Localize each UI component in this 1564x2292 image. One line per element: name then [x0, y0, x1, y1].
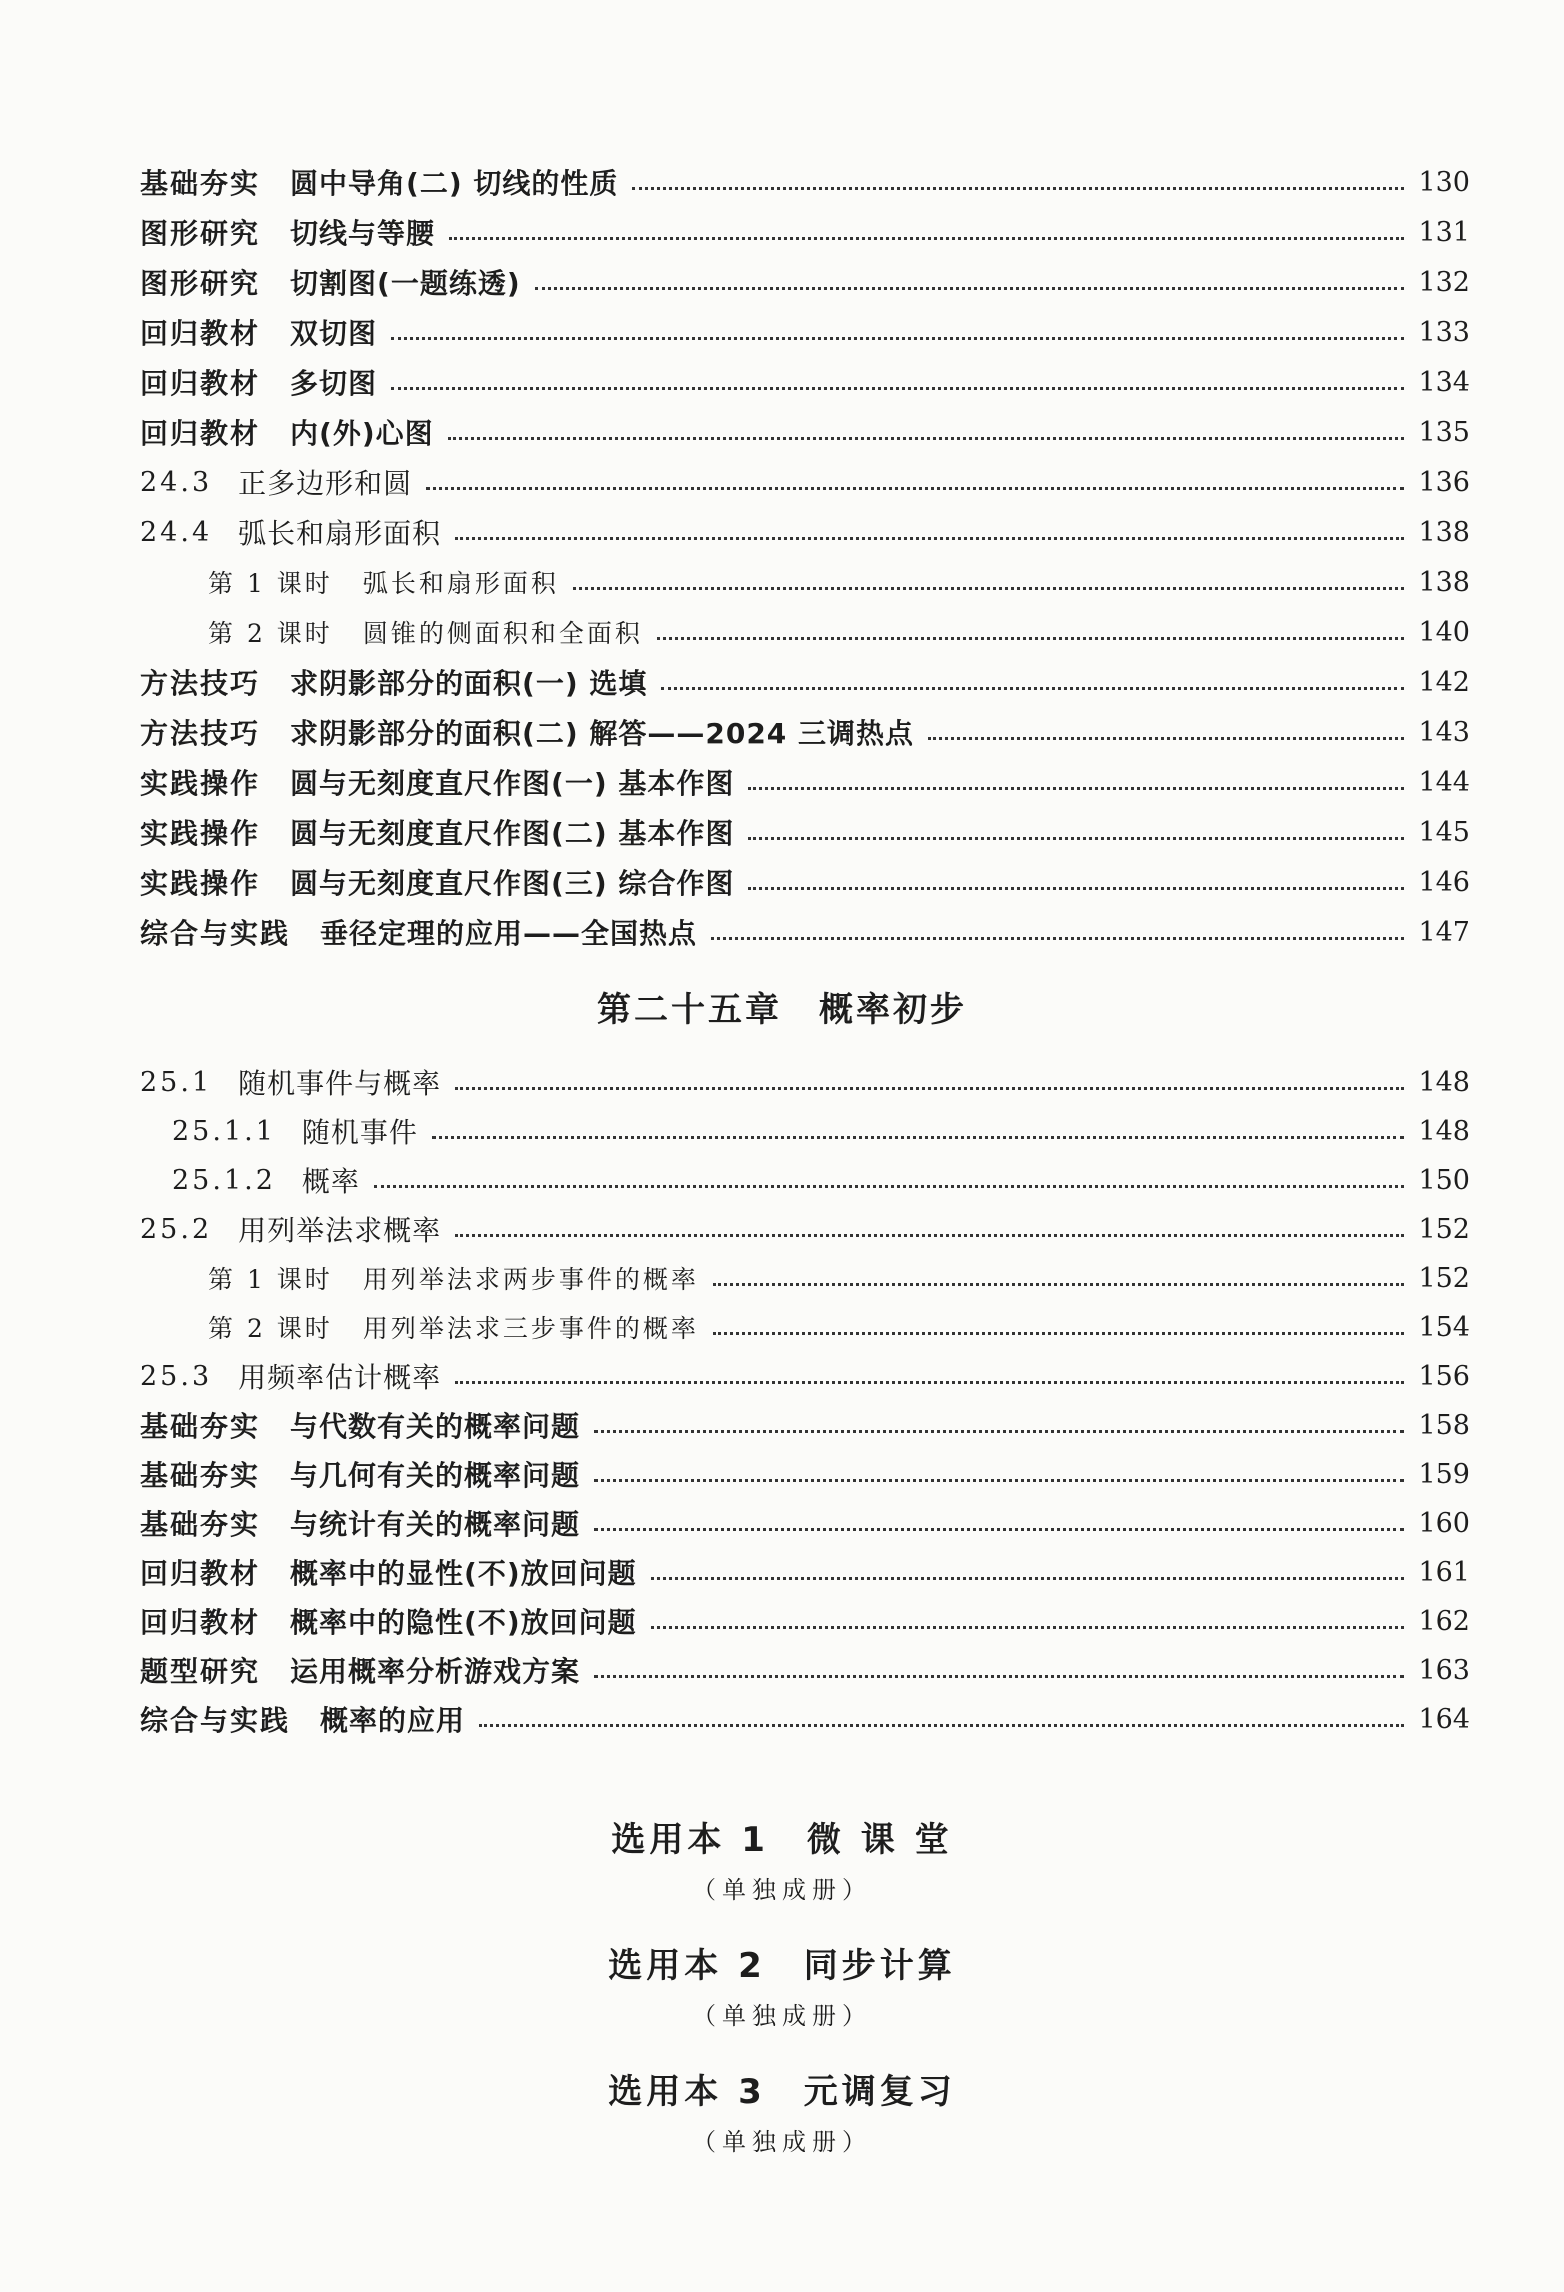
toc-entry[interactable]: [140, 1356, 1470, 1396]
entry-title: 用频率估计概率: [238, 1361, 442, 1394]
toc-entry[interactable]: [140, 312, 1470, 352]
entry-page: 134: [1418, 366, 1470, 398]
dot-leader: [449, 237, 1404, 240]
entry-number: 25.1.1: [172, 1115, 276, 1147]
dot-leader: [748, 887, 1404, 890]
booklet-1-title: 选用本 1 微 课 堂: [611, 1820, 953, 1860]
toc-entry[interactable]: [208, 562, 1470, 602]
entry-title: 圆与无刻度直尺作图(二) 基本作图: [290, 817, 735, 850]
entry-page: 131: [1418, 216, 1470, 248]
dot-leader: [594, 1430, 1404, 1433]
entry-page: 159: [1418, 1458, 1470, 1490]
toc-entry[interactable]: [140, 262, 1470, 302]
entry-category: 综合与实践: [140, 1704, 291, 1737]
entry-page: 144: [1418, 766, 1470, 798]
entry-page: 154: [1418, 1311, 1470, 1343]
dot-leader: [748, 837, 1404, 840]
entry-category: 基础夯实: [140, 1459, 261, 1492]
toc-entry[interactable]: [140, 1650, 1470, 1690]
toc-entry[interactable]: [172, 1111, 1470, 1151]
booklet-1-note: （单独成册）: [692, 1876, 872, 1904]
dot-leader: [448, 437, 1404, 440]
entry-title: 用列举法求概率: [238, 1214, 442, 1247]
dot-leader: [479, 1724, 1404, 1727]
entry-number: 25.2: [140, 1213, 213, 1245]
entry-category: 回归教材: [140, 417, 261, 450]
entry-category: 方法技巧: [140, 667, 261, 700]
entry-page: 132: [1418, 266, 1470, 298]
dot-leader: [594, 1479, 1404, 1482]
entry-title: 与几何有关的概率问题: [290, 1459, 581, 1492]
toc-entry[interactable]: [140, 212, 1470, 252]
entry-title: 多切图: [290, 367, 378, 400]
toc-entry[interactable]: [140, 1405, 1470, 1445]
entry-title: 圆与无刻度直尺作图(三) 综合作图: [290, 867, 735, 900]
booklet-3-note: （单独成册）: [692, 2128, 872, 2156]
entry-page: 148: [1418, 1115, 1470, 1147]
toc-entry[interactable]: [140, 1062, 1470, 1102]
entry-page: 164: [1418, 1703, 1470, 1735]
dot-leader: [711, 937, 1404, 940]
entry-title: 双切图: [290, 317, 378, 350]
entry-page: 146: [1418, 866, 1470, 898]
entry-number: 25.1: [140, 1066, 213, 1098]
toc-entry[interactable]: [140, 862, 1470, 902]
entry-title: 用列举法求两步事件的概率: [362, 1265, 699, 1294]
entry-category: 实践操作: [140, 817, 261, 850]
entry-number: 第 1 课时: [208, 569, 333, 598]
entry-category: 回归教材: [140, 317, 261, 350]
entry-category: 基础夯实: [140, 167, 261, 200]
entry-page: 158: [1418, 1409, 1470, 1441]
dot-leader: [594, 1528, 1404, 1531]
entry-page: 136: [1418, 466, 1470, 498]
entry-number: 25.3: [140, 1360, 213, 1392]
entry-number: 25.1.2: [172, 1164, 276, 1196]
toc-entry[interactable]: [140, 912, 1470, 952]
entry-title: 圆锥的侧面积和全面积: [362, 619, 643, 648]
dot-leader: [661, 687, 1404, 690]
toc-entry[interactable]: [140, 512, 1470, 552]
toc-entry[interactable]: [140, 1209, 1470, 1249]
toc-entry[interactable]: [208, 612, 1470, 652]
entry-title: 内(外)心图: [290, 417, 434, 450]
entry-page: 152: [1418, 1213, 1470, 1245]
entry-title: 概率的应用: [320, 1704, 466, 1737]
dot-leader: [573, 587, 1404, 590]
dot-leader: [928, 737, 1404, 740]
entry-title: 圆中导角(二) 切线的性质: [290, 167, 619, 200]
toc-entry[interactable]: [140, 362, 1470, 402]
entry-title: 弧长和扇形面积: [238, 517, 442, 550]
chapter-heading: 第二十五章 概率初步: [597, 990, 967, 1030]
entry-page: 162: [1418, 1605, 1470, 1637]
entry-category: 图形研究: [140, 267, 261, 300]
dot-leader: [535, 287, 1404, 290]
entry-number: 第 2 课时: [208, 619, 333, 648]
entry-category: 图形研究: [140, 217, 261, 250]
entry-number: 第 1 课时: [208, 1265, 333, 1294]
toc-entry[interactable]: [140, 1699, 1470, 1739]
entry-title: 切线与等腰: [290, 217, 436, 250]
toc-entry[interactable]: [140, 1503, 1470, 1543]
entry-page: 135: [1418, 416, 1470, 448]
dot-leader: [426, 487, 1404, 490]
dot-leader: [632, 187, 1404, 190]
toc-entry[interactable]: [140, 162, 1470, 202]
entry-page: 160: [1418, 1507, 1470, 1539]
dot-leader: [391, 337, 1404, 340]
toc-entry[interactable]: [140, 712, 1470, 752]
entry-page: 148: [1418, 1066, 1470, 1098]
entry-page: 147: [1418, 916, 1470, 948]
dot-leader: [455, 537, 1404, 540]
dot-leader: [432, 1136, 1404, 1139]
entry-page: 152: [1418, 1262, 1470, 1294]
dot-leader: [748, 787, 1404, 790]
entry-page: 140: [1418, 616, 1470, 648]
toc-entry[interactable]: [140, 1552, 1470, 1592]
entry-title: 与代数有关的概率问题: [290, 1410, 581, 1443]
dot-leader: [455, 1381, 1404, 1384]
entry-title: 概率中的隐性(不)放回问题: [290, 1606, 637, 1639]
entry-title: 与统计有关的概率问题: [290, 1508, 581, 1541]
toc-entry[interactable]: [140, 812, 1470, 852]
entry-page: 130: [1418, 166, 1470, 198]
booklet-3-title: 选用本 3 元调复习: [608, 2072, 956, 2112]
entry-title: 正多边形和圆: [238, 467, 413, 500]
entry-category: 基础夯实: [140, 1410, 261, 1443]
entry-page: 156: [1418, 1360, 1470, 1392]
entry-category: 题型研究: [140, 1655, 261, 1688]
toc-entry[interactable]: [140, 412, 1470, 452]
dot-leader: [391, 387, 1404, 390]
entry-number: 第 2 课时: [208, 1314, 333, 1343]
entry-number: 24.4: [140, 516, 213, 548]
dot-leader: [657, 637, 1404, 640]
entry-page: 145: [1418, 816, 1470, 848]
entry-page: 138: [1418, 566, 1470, 598]
entry-title: 弧长和扇形面积: [362, 569, 559, 598]
entry-category: 实践操作: [140, 867, 261, 900]
entry-title: 用列举法求三步事件的概率: [362, 1314, 699, 1343]
toc-entry[interactable]: [140, 662, 1470, 702]
entry-title: 切割图(一题练透): [290, 267, 521, 300]
dot-leader: [374, 1185, 1404, 1188]
entry-category: 方法技巧: [140, 717, 261, 750]
toc-entry[interactable]: [208, 1258, 1470, 1298]
dot-leader: [651, 1626, 1404, 1629]
entry-title: 随机事件与概率: [238, 1067, 442, 1100]
dot-leader: [651, 1577, 1404, 1580]
dot-leader: [713, 1283, 1404, 1286]
entry-title: 运用概率分析游戏方案: [290, 1655, 581, 1688]
toc-entry[interactable]: [140, 1601, 1470, 1641]
entry-title: 随机事件: [301, 1116, 418, 1149]
entry-title: 圆与无刻度直尺作图(一) 基本作图: [290, 767, 735, 800]
entry-page: 142: [1418, 666, 1470, 698]
entry-title: 垂径定理的应用——全国热点: [320, 917, 698, 950]
entry-category: 回归教材: [140, 367, 261, 400]
entry-category: 回归教材: [140, 1557, 261, 1590]
entry-page: 161: [1418, 1556, 1470, 1588]
entry-number: 24.3: [140, 466, 213, 498]
entry-category: 回归教材: [140, 1606, 261, 1639]
entry-page: 163: [1418, 1654, 1470, 1686]
toc-entry[interactable]: [172, 1160, 1470, 1200]
entry-title: 概率中的显性(不)放回问题: [290, 1557, 637, 1590]
entry-page: 133: [1418, 316, 1470, 348]
toc-entry[interactable]: [208, 1307, 1470, 1347]
booklet-2-title: 选用本 2 同步计算: [608, 1946, 956, 1986]
entry-page: 150: [1418, 1164, 1470, 1196]
entry-category: 实践操作: [140, 767, 261, 800]
booklet-2-note: （单独成册）: [692, 2002, 872, 2030]
dot-leader: [713, 1332, 1404, 1335]
toc-entry[interactable]: [140, 762, 1470, 802]
entry-title: 求阴影部分的面积(二) 解答——2024 三调热点: [290, 717, 915, 750]
dot-leader: [455, 1087, 1404, 1090]
entry-category: 综合与实践: [140, 917, 291, 950]
entry-page: 138: [1418, 516, 1470, 548]
toc-entry[interactable]: [140, 1454, 1470, 1494]
entry-title: 求阴影部分的面积(一) 选填: [290, 667, 648, 700]
dot-leader: [455, 1234, 1404, 1237]
entry-title: 概率: [301, 1165, 360, 1198]
entry-category: 基础夯实: [140, 1508, 261, 1541]
entry-page: 143: [1418, 716, 1470, 748]
toc-entry[interactable]: [140, 462, 1470, 502]
dot-leader: [594, 1675, 1404, 1678]
